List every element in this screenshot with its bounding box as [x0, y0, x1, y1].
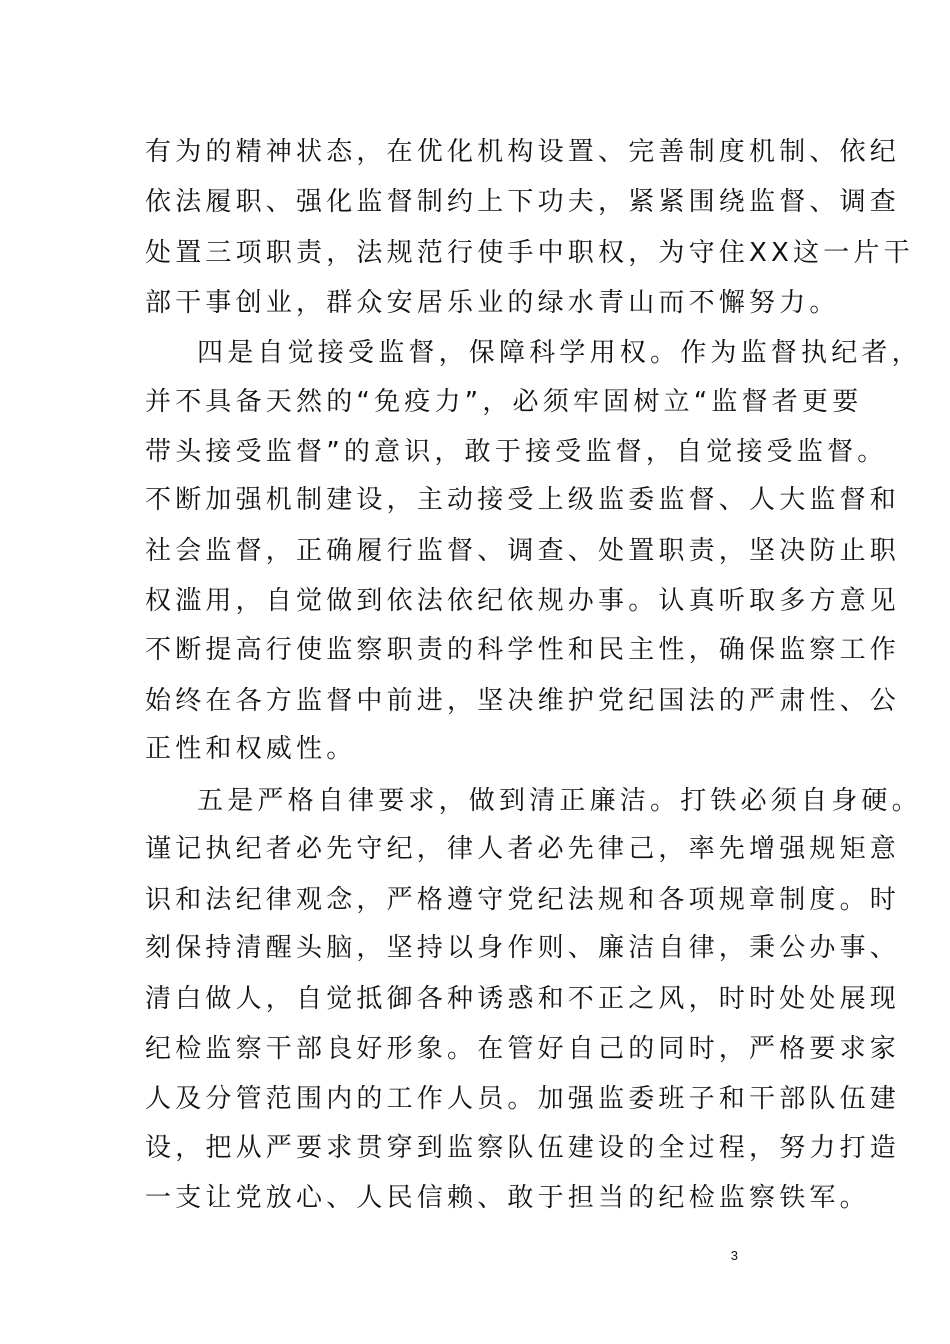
text-line: 权滥用，自觉做到依法依纪依规办事。认真听取多方意见 — [145, 586, 901, 616]
text-line: 纪检监察干部良好形象。在管好自己的同时，严格要求家 — [145, 1034, 901, 1064]
text-line: 正性和权威性。 — [145, 734, 357, 764]
paragraph-start-line: 五是严格自律要求，做到清正廉洁。打铁必须自身硬。 — [197, 786, 922, 816]
text-line: 不断加强机制建设，主动接受上级监委监督、人大监督和 — [145, 485, 901, 515]
text-line: 有为的精神状态，在优化机构设置、完善制度机制、依纪 — [145, 137, 901, 167]
text-line: 始终在各方监督中前进，坚决维护党纪国法的严肃性、公 — [145, 686, 901, 716]
text-line: 带头接受监督”的意识，敢于接受监督，自觉接受监督。 — [145, 437, 888, 467]
text-line: 依法履职、强化监督制约上下功夫，紧紧围绕监督、调查 — [145, 187, 901, 217]
text-line: 清白做人，自觉抵御各种诱惑和不正之风，时时处处展现 — [145, 984, 901, 1014]
text-line: 谨记执纪者必先守纪，律人者必先律己，率先增强规矩意 — [145, 834, 901, 864]
page-number: 3 — [730, 1248, 738, 1263]
text-line: 并不具备天然的“免疫力”，必须牢固树立“监督者更要 — [145, 387, 863, 417]
text-line: 部干事创业，群众安居乐业的绿水青山而不懈努力。 — [145, 288, 840, 318]
text-line: 社会监督，正确履行监督、调查、处置职责，坚决防止职 — [145, 536, 901, 566]
paragraph-start-line: 四是自觉接受监督，保障科学用权。作为监督执纪者， — [197, 338, 922, 368]
text-line: 刻保持清醒头脑，坚持以身作则、廉洁自律，秉公办事、 — [145, 933, 901, 963]
text-line: 一支让党放心、人民信赖、敢于担当的纪检监察铁军。 — [145, 1183, 870, 1213]
text-line: 不断提高行使监察职责的科学性和民主性，确保监察工作 — [145, 635, 901, 665]
text-line: 人及分管范围内的工作人员。加强监委班子和干部队伍建 — [145, 1084, 901, 1114]
text-line: 识和法纪律观念，严格遵守党纪法规和各项规章制度。时 — [145, 885, 901, 915]
text-line: 处置三项职责，法规范行使手中职权，为守住XX这一片干 — [145, 238, 914, 268]
text-line: 设，把从严要求贯穿到监察队伍建设的全过程，努力打造 — [145, 1133, 901, 1163]
